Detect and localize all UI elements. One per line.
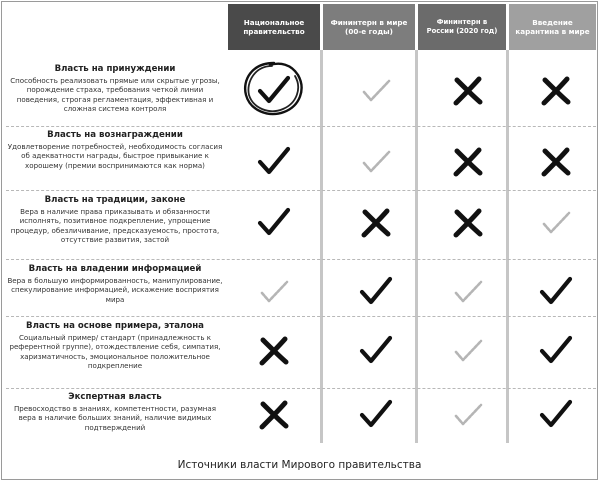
cross-icon <box>256 398 292 430</box>
figure-caption: Источники власти Мирового правительства <box>177 459 422 471</box>
check-icon <box>358 398 394 430</box>
column-header-label: Национальное правительство <box>243 17 305 36</box>
row-description-block <box>6 264 224 304</box>
column-header-national-government <box>228 4 320 50</box>
row-description: Превосходство в знаниях, компетентности, разумная вера в наличие больших знаний, наличие видимых подтверждений <box>13 403 217 432</box>
row-title: Власть на традиции, законе <box>44 195 186 205</box>
column-header-fininternational-russia <box>418 4 506 50</box>
row-description: Вера в большую информированность, манипулирование, спекулирование информацией, искажение восприятия мира <box>7 275 223 304</box>
column-header-label: Фининтерн в России (2020 год) <box>426 18 498 35</box>
column-header-label: Введение карантина в мире <box>515 17 590 36</box>
row-title: Власть на принуждении <box>54 64 176 74</box>
row-separator <box>6 388 596 389</box>
row-description-block <box>6 64 224 114</box>
light-check-icon <box>256 275 292 307</box>
row-title: Власть на владении информацией <box>28 264 202 274</box>
light-check-icon <box>358 145 394 177</box>
cross-icon <box>538 145 574 177</box>
cross-icon <box>256 334 292 366</box>
row-description: Удовлетворение потребностей, необходимость согласия об адекватности награды, быстрое привыкание к хорошему (премии воспринимаются как норма) <box>7 141 223 170</box>
row-description: Способность реализовать прямые или скрытые угрозы, порождение страха, требования четкой линии поведения, строгая регламентация, эффективная и сложная система контроля <box>10 75 220 114</box>
row-separator <box>6 316 596 317</box>
row-separator <box>6 259 596 260</box>
row-title: Власть на основе примера, эталона <box>26 321 204 331</box>
light-check-icon <box>358 74 394 106</box>
column-header-label: Фининтерн в мире (00-е годы) <box>330 17 408 36</box>
light-check-icon <box>450 334 486 366</box>
cross-icon <box>538 74 574 106</box>
cross-icon <box>358 206 394 238</box>
row-title: Экспертная власть <box>68 392 162 402</box>
cross-icon <box>450 206 486 238</box>
check-icon <box>358 334 394 366</box>
row-description: Социальный пример/ стандарт (принадлежность к референтной группе), отождествление себя, симпатия, харизматичность, эмоциональное положительное подкрепление <box>9 332 221 371</box>
check-icon <box>256 145 292 177</box>
row-description-block <box>6 321 224 371</box>
cross-icon <box>450 74 486 106</box>
row-description-block <box>6 130 224 170</box>
column-divider <box>506 50 509 443</box>
row-description-block <box>6 195 224 245</box>
row-description: Вера в наличие права приказывать и обязанности исполнять, позитивное подкрепление, упрощение процедур, обезличивание, предсказуемость, простота, отсутствие развития, застой <box>10 206 220 245</box>
check-icon <box>538 275 574 307</box>
column-header-fininternational-world <box>323 4 415 50</box>
column-header-quarantine <box>509 4 596 50</box>
light-check-icon <box>450 275 486 307</box>
check-icon <box>358 275 394 307</box>
row-separator <box>6 126 596 127</box>
row-separator <box>6 190 596 191</box>
column-divider <box>320 50 323 443</box>
check-icon <box>538 334 574 366</box>
light-check-icon <box>538 206 574 238</box>
cross-icon <box>450 145 486 177</box>
check-icon <box>256 206 292 238</box>
circled-check-icon <box>256 74 292 106</box>
light-check-icon <box>450 398 486 430</box>
row-title: Власть на вознаграждении <box>47 130 183 140</box>
row-description-block <box>6 392 224 432</box>
check-icon <box>538 398 574 430</box>
column-divider <box>415 50 418 443</box>
